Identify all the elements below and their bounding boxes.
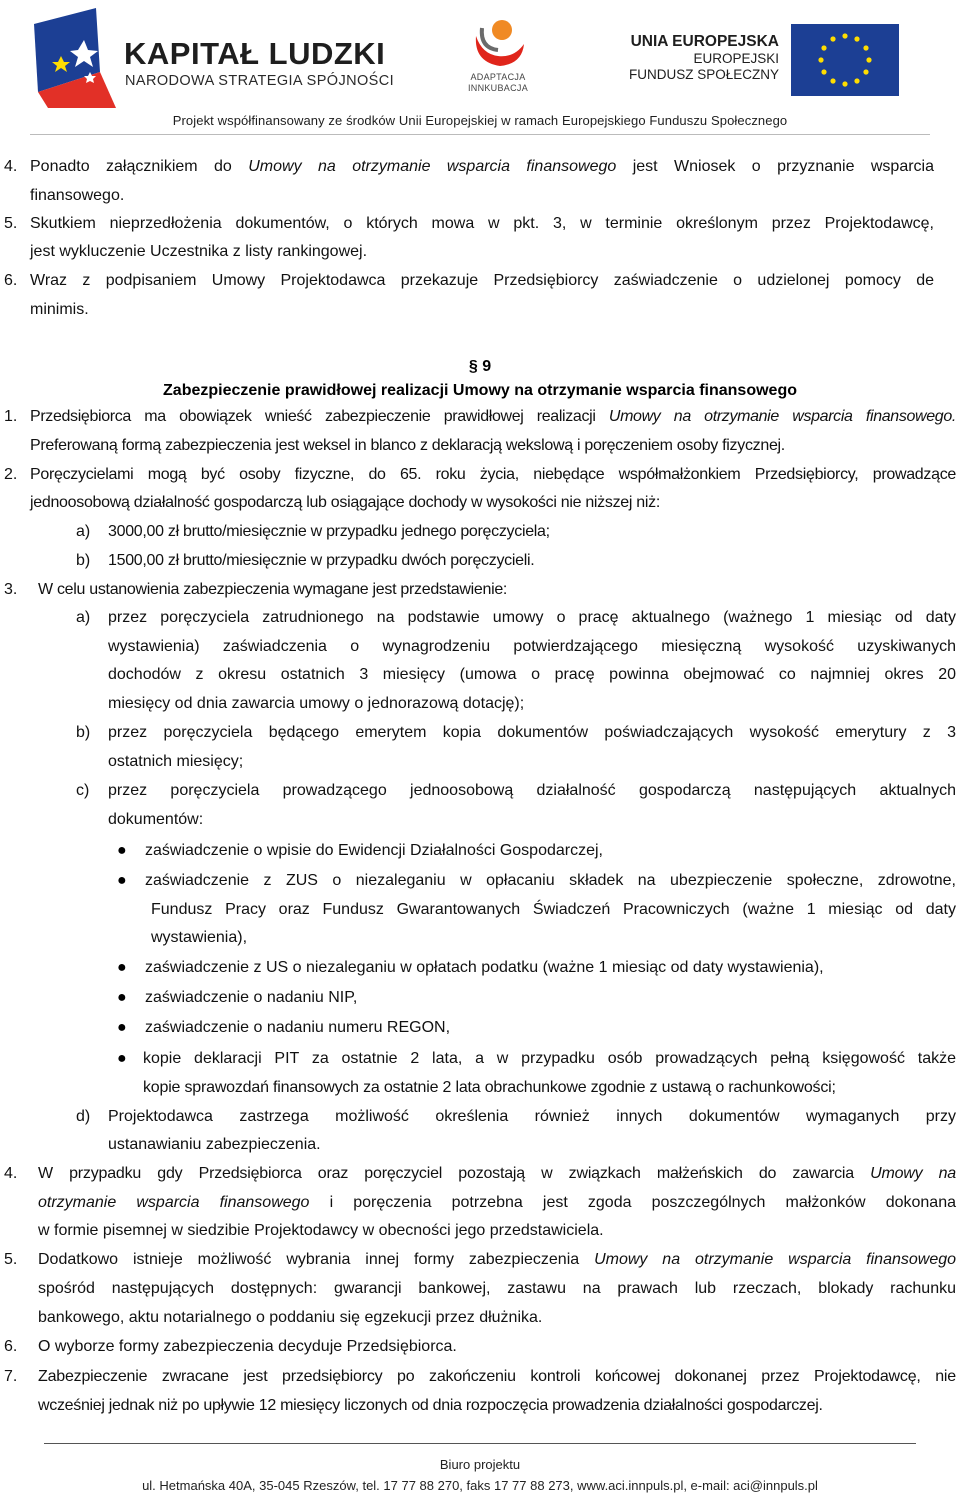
item-number: 4. <box>4 1165 18 1182</box>
item-number: 1. <box>4 408 18 425</box>
bullet-icon: ● <box>117 989 127 1006</box>
section-7-line-1: Zabezpieczenie zwracane jest przedsiębiorcy po zakończeniu kontroli końcowej dokonanej przez Projektodawcę, nie <box>38 1368 956 1385</box>
bullet-icon: ● <box>117 959 127 976</box>
bullet-icon: ● <box>117 1019 127 1036</box>
list-label: a) <box>76 609 91 626</box>
eu-flag-icon <box>791 24 899 96</box>
section-3-d-line-2: ustanawianiu zabezpieczenia. <box>108 1136 321 1153</box>
section-3-intro: W celu ustanowienia zabezpieczenia wymagane jest przedstawienie: <box>38 581 508 598</box>
paragraph-5-line-1: Skutkiem nieprzedłożenia dokumentów, o których mowa w pkt. 3, w terminie określonym przez Projektodawcę, <box>30 215 934 232</box>
section-3-a-line-4: miesięcy od dnia zawarcia umowy o jednorazową dotację); <box>108 695 525 712</box>
bullet-item-5: zaświadczenie o nadaniu numeru REGON, <box>145 1019 451 1036</box>
cofinancing-note: Projekt współfinansowany ze środków Unii Europejskiej w ramach Europejskiego Funduszu Społecznego <box>172 113 788 128</box>
footer-title: Biuro projektu <box>439 1457 521 1472</box>
item-number: 3. <box>4 581 18 598</box>
section-1-line-1: Przedsiębiorca ma obowiązek wnieść zabezpieczenie prawidłowej realizacji Umowy na otrzymanie wsparcia finansowego. <box>30 408 956 425</box>
kapital-ludzki-logo-icon <box>28 6 122 110</box>
bullet-item-4: zaświadczenie o nadaniu NIP, <box>145 989 358 1006</box>
section-6-line-1: O wyborze formy zabezpieczenia decyduje Przedsiębiorca. <box>38 1338 457 1355</box>
section-7-line-2: wcześniej jednak niż po upływie 12 miesięcy liczonych od dnia rozpoczęcia prowadzenia działalności gospodarczej. <box>38 1397 823 1414</box>
section-3-c-line-2: dokumentów: <box>108 811 204 828</box>
item-number: 7. <box>4 1368 18 1385</box>
section-3-d-line-1: Projektodawca zastrzega możliwość określenia również innych dokumentów wymaganych przy <box>108 1108 956 1125</box>
item-number: 5. <box>4 1251 18 1268</box>
section-3-b-line-1: przez poręczyciela będącego emerytem kopia dokumentów poświadczających wysokość emerytury z 3 <box>108 724 956 741</box>
item-number: 4. <box>4 158 18 175</box>
kapital-ludzki-title: KAPITAŁ LUDZKI <box>124 36 386 71</box>
list-label: a) <box>76 523 91 540</box>
item-number: 6. <box>4 272 18 289</box>
section-5-line-2: spośród następujących dostępnych: gwarancji bankowej, zastawu na prawach lub rzeczach, blokady rachunku <box>38 1280 956 1297</box>
list-label: b) <box>76 552 91 569</box>
item-number: 6. <box>4 1338 18 1355</box>
section-2-item-a: 3000,00 zł brutto/miesięcznie w przypadku jednego poręczyciela; <box>108 523 550 540</box>
bullet-item-3: zaświadczenie z US o niezaleganiu w opłatach podatku (ważne 1 miesiąc od daty wystawienia), <box>145 959 824 976</box>
section-2-line-2: jednoosobową działalność gospodarczą lub osiągające dochody w wysokości nie niższej niż: <box>30 494 660 511</box>
section-4-line-2: otrzymanie wsparcia finansowego i poręczenia potrzebna jest zgoda poszczególnych małżonków dokonana <box>38 1194 956 1211</box>
section-mark: § 9 <box>468 358 492 375</box>
bullet-item-2-line-3: wystawienia), <box>151 929 248 946</box>
bullet-item-6-line-2: kopie sprawozdań finansowych za ostatnie 2 lata obrachunkowe zgodnie z ustawą o rachunkowości; <box>143 1079 836 1096</box>
bullet-item-6-line-1: kopie deklaracji PIT za ostatnie 2 lata, a w przypadku osób prowadzących pełną księgowość także <box>143 1050 956 1067</box>
list-label: b) <box>76 724 91 741</box>
section-2-item-b: 1500,00 zł brutto/miesięcznie w przypadku dwóch poręczycieli. <box>108 552 535 569</box>
section-2-line-1: Poręczycielami mogą być osoby fizyczne, do 65. roku życia, niebędące współmałżonkiem Przedsiębiorcy, prowadzące <box>30 466 956 483</box>
paragraph-6-line-2: minimis. <box>30 301 89 318</box>
section-4-line-1: W przypadku gdy Przedsiębiorca oraz poręczyciel pozostają w związkach małżeńskich do zawarcia Umowy na <box>38 1165 956 1182</box>
bullet-icon: ● <box>117 1050 127 1067</box>
kapital-ludzki-subtitle: NARODOWA STRATEGIA SPÓJNOŚCI <box>125 73 395 89</box>
bullet-item-2-line-1: zaświadczenie z ZUS o niezaleganiu w opłacaniu składek na ubezpieczenie społeczne, zdrowotne, <box>145 872 956 889</box>
page-header <box>0 0 960 135</box>
section-3-a-line-3: dochodów z okresu ostatnich 3 miesięcy (umowa o pracę powinna obejmować co najmniej okres 20 <box>108 666 956 683</box>
section-title: Zabezpieczenie prawidłowej realizacji Umowy na otrzymanie wsparcia finansowego <box>163 382 797 399</box>
list-label: c) <box>76 782 90 799</box>
bullet-item-1: zaświadczenie o wpisie do Ewidencji Działalności Gospodarczej, <box>145 842 603 859</box>
header-divider <box>30 134 930 135</box>
paragraph-5-line-2: jest wykluczenie Uczestnika z listy rankingowej. <box>30 243 368 260</box>
section-4-line-3: w formie pisemnej w siedzibie Projektodawcy w obecności jego przedstawiciela. <box>38 1222 604 1239</box>
bullet-item-2-line-2: Fundusz Pracy oraz Fundusz Gwarantowanych Świadczeń Pracowniczych (ważne 1 miesiąc od daty <box>151 901 956 918</box>
footer-address: ul. Hetmańska 40A, 35-045 Rzeszów, tel. 17 77 88 270, faks 17 77 88 273, www.aci.innpuls.pl, e-mail: aci@innpuls.pl <box>142 1478 818 1493</box>
list-label: d) <box>76 1108 91 1125</box>
item-number: 2. <box>4 466 18 483</box>
adaptacja-label: ADAPTACJA <box>470 72 526 82</box>
adaptacja-logo-icon <box>468 14 528 72</box>
section-3-c-line-1: przez poręczyciela prowadzącego jednoosobową działalność gospodarczą następujących aktualnych <box>108 782 956 799</box>
paragraph-4-line-2: finansowego. <box>30 187 125 204</box>
section-3-a-line-2: wystawienia) zaświadczenia o wynagrodzeniu potwierdzającego miesięczną wysokość uzyskiwanych <box>108 638 956 655</box>
ue-subtitle-1: EUROPEJSKI <box>693 51 779 66</box>
paragraph-4-line-1: Ponadto załącznikiem do Umowy na otrzymanie wsparcia finansowego jest Wniosek o przyznanie wsparcia <box>30 158 935 175</box>
bullet-icon: ● <box>117 872 127 889</box>
section-5-line-1: Dodatkowo istnieje możliwość wybrania innej formy zabezpieczenia Umowy na otrzymanie wsparcia finansowego <box>38 1251 957 1268</box>
ue-title: UNIA EUROPEJSKA <box>630 33 779 50</box>
section-5-line-3: bankowego, aktu notarialnego o poddaniu się egzekucji przez dłużnika. <box>38 1309 543 1326</box>
section-1-line-2: Preferowaną formą zabezpieczenia jest weksel in blanco z deklaracją wekslową i poręczeniem osoby fizycznej. <box>30 437 785 454</box>
bullet-icon: ● <box>117 842 127 859</box>
ue-subtitle-2: FUNDUSZ SPOŁECZNY <box>628 67 779 82</box>
innkubacja-label: INNKUBACJA <box>467 83 528 93</box>
item-number: 5. <box>4 215 18 232</box>
section-3-a-line-1: przez poręczyciela zatrudnionego na podstawie umowy o pracę aktualnego (ważnego 1 miesiąc od daty <box>108 609 956 626</box>
paragraph-6-line-1: Wraz z podpisaniem Umowy Projektodawca przekazuje Przedsiębiorcy zaświadczenie o udzielonej pomocy de <box>30 272 934 289</box>
section-3-b-line-2: ostatnich miesięcy; <box>108 753 244 770</box>
footer-divider <box>44 1443 916 1444</box>
